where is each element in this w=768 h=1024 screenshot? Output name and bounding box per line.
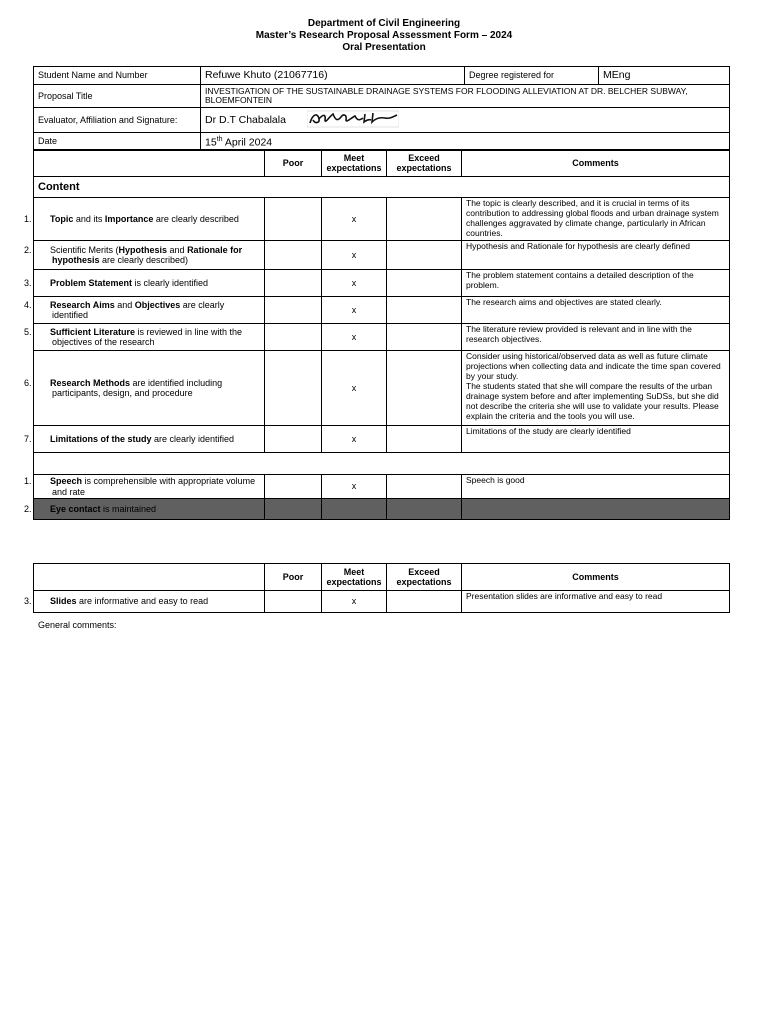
criterion-fragment: are clearly described) [99,255,189,265]
info-table [33,66,730,151]
comment-cell[interactable]: Speech is good [462,475,730,499]
meet-header: Meet expectations [322,150,387,177]
criterion-text [24,241,265,270]
poor-header: Poor [265,150,322,177]
slides-table [24,563,730,613]
comment-cell[interactable]: Hypothesis and Rationale for hypothesis are clearly defined [462,241,730,270]
poor-cell[interactable] [265,198,322,241]
meet-cell[interactable] [322,499,387,520]
degree-value[interactable]: MEng [599,67,730,85]
criterion-number: 2. [24,503,32,514]
criterion-text [24,324,265,351]
criterion-row [34,591,730,613]
poor-header: Poor [265,564,322,591]
comments-header: Comments [462,564,730,591]
criterion-keyword: Problem Statement [50,277,133,288]
meet-cell[interactable]: x [322,475,387,499]
exceed-cell[interactable] [387,475,462,499]
evaluator-cell[interactable] [201,108,730,133]
exceed-cell[interactable] [387,241,462,270]
meet-cell[interactable]: x [322,241,387,270]
criterion-header [34,150,265,177]
poor-cell[interactable] [265,426,322,453]
exceed-header: Exceed expectations [387,564,462,591]
criterion-number: 6. [24,377,32,388]
form-subtitle: Oral Presentation [342,42,426,53]
comments-header: Comments [462,150,730,177]
comment-cell[interactable]: Presentation slides are informative and easy to read [462,591,730,613]
exceed-cell[interactable] [387,198,462,241]
criterion-text [24,499,265,520]
exceed-header: Exceed expectations [387,150,462,177]
criterion-number: 7. [24,433,32,444]
criterion-keyword: Objectives [134,299,181,310]
meet-cell[interactable]: x [322,591,387,613]
criterion-row [34,241,730,270]
degree-label: Degree registered for [465,67,599,85]
criterion-fragment: is clearly identified [132,277,209,288]
poor-cell[interactable] [265,270,322,297]
criterion-number: 1. [24,476,32,486]
exceed-cell[interactable] [387,591,462,613]
criterion-fragment: are identified including participants, design, and procedure [52,377,223,398]
criterion-fragment: Scientific Merits ( [50,244,119,255]
criterion-keyword: Slides [50,596,77,607]
criterion-fragment: and [114,299,135,310]
criterion-row [34,475,730,499]
exceed-cell[interactable] [387,270,462,297]
comment-cell[interactable]: The literature review provided is relevant and in line with the research objectives. [462,324,730,351]
poor-cell[interactable] [265,241,322,270]
criterion-fragment: are clearly identified [151,433,235,444]
criterion-number: 5. [24,326,32,337]
exceed-cell[interactable] [387,499,462,520]
exceed-cell[interactable] [387,297,462,324]
criterion-fragment: and its [73,213,105,224]
content-section-heading: Content [34,177,730,198]
criterion-fragment: is reviewed in line with the objectives of the research [52,326,243,347]
criterion-number: 3. [24,596,32,607]
criterion-row [34,297,730,324]
comment-cell[interactable]: Consider using historical/observed data as well as future climate projections when collecting data and indicate the time span covered by your study. The students stated that she will compare the results of the urban drainage system before and after implementing SuDSs, but she did not describe the criteria she will use to validate your results. Please explain the criteria and the tools you will use. [462,351,730,426]
date-suffix: th [216,136,223,143]
criterion-keyword: Eye contact [50,503,101,514]
criterion-row [34,426,730,453]
evaluator-value: Dr D.T Chabalala [205,113,286,126]
criteria-rows [24,198,730,453]
criterion-fragment: are informative and easy to read [76,596,209,607]
assessment-table [24,149,730,520]
section-spacer [34,453,730,475]
student-value[interactable]: Refuwe Khuto (21067716) [201,67,465,85]
criterion-row [34,324,730,351]
date-label: Date [34,133,201,151]
criterion-header [34,564,265,591]
poor-cell[interactable] [265,499,322,520]
criterion-keyword: Speech [50,476,83,486]
criterion-row [34,499,730,520]
criterion-keyword: Importance [104,213,154,224]
meet-cell[interactable]: x [322,426,387,453]
criterion-text [24,426,265,453]
department-title: Department of Civil Engineering [307,18,461,29]
exceed-cell[interactable] [387,351,462,426]
title-value[interactable]: INVESTIGATION OF THE SUSTAINABLE DRAINAGE SYSTEMS FOR FLOODING ALLEVIATION AT DR. BELCHER SUBWAY, BLOEMFONTEIN [201,85,730,108]
meet-cell[interactable]: x [322,351,387,426]
poor-cell[interactable] [265,475,322,499]
criterion-keyword: Hypothesis [118,244,168,255]
date-value[interactable] [201,133,730,151]
comment-cell[interactable]: The topic is clearly described, and it is crucial in terms of its contribution to addressing global floods and urban drainage system challenges aggravated by climate change, particularly in African countries. [462,198,730,241]
criterion-keyword: Rationale for hypothesis [52,244,243,265]
criterion-text [24,351,265,426]
criterion-number: 2. [24,244,32,255]
meet-cell[interactable]: x [322,198,387,241]
poor-cell[interactable] [265,324,322,351]
presentation-rows [24,475,730,520]
criterion-fragment: are clearly described [153,213,239,224]
student-label: Student Name and Number [34,67,201,85]
criterion-keyword: Research Methods [50,377,131,388]
exceed-cell[interactable] [387,426,462,453]
criterion-keyword: Limitations of the study [50,433,152,444]
criterion-row [34,351,730,426]
evaluator-label: Evaluator, Affiliation and Signature: [34,108,201,133]
comment-cell[interactable] [462,499,730,520]
title-label: Proposal Title [34,85,201,108]
comment-cell[interactable]: The problem statement contains a detailed description of the problem. [462,270,730,297]
form-title: Master’s Research Proposal Assessment Form – 2024 [255,30,513,41]
criterion-text [24,591,265,613]
general-comments-label: General comments: [38,620,117,630]
criterion-text [24,198,265,241]
criterion-number: 1. [24,213,32,224]
criterion-fragment: and [167,244,188,255]
date-rest: April 2024 [222,136,273,149]
comment-cell[interactable]: The research aims and objectives are stated clearly. [462,297,730,324]
poor-cell[interactable] [265,351,322,426]
criterion-keyword: Sufficient Literature [50,326,136,337]
criterion-fragment: are clearly identified [52,299,225,320]
meet-cell[interactable]: x [322,270,387,297]
poor-cell[interactable] [265,297,322,324]
criterion-number: 3. [24,277,32,288]
criterion-keyword: Research Aims [50,299,115,310]
criterion-fragment: is maintained [100,503,157,514]
comment-cell[interactable]: Limitations of the study are clearly identified [462,426,730,453]
signature-image [307,110,399,131]
meet-header: Meet expectations [322,564,387,591]
meet-cell[interactable]: x [322,324,387,351]
exceed-cell[interactable] [387,324,462,351]
criterion-row [34,270,730,297]
poor-cell[interactable] [265,591,322,613]
criterion-number: 4. [24,299,32,310]
criterion-text [24,475,265,499]
meet-cell[interactable]: x [322,297,387,324]
criterion-text [24,270,265,297]
date-day: 15 [205,136,217,149]
criterion-keyword: Topic [50,213,74,224]
criterion-row [34,198,730,241]
criterion-fragment: is comprehensible with appropriate volume and rate [52,476,256,497]
criterion-text [24,297,265,324]
slides-rows [24,591,730,613]
form-header [0,18,768,54]
